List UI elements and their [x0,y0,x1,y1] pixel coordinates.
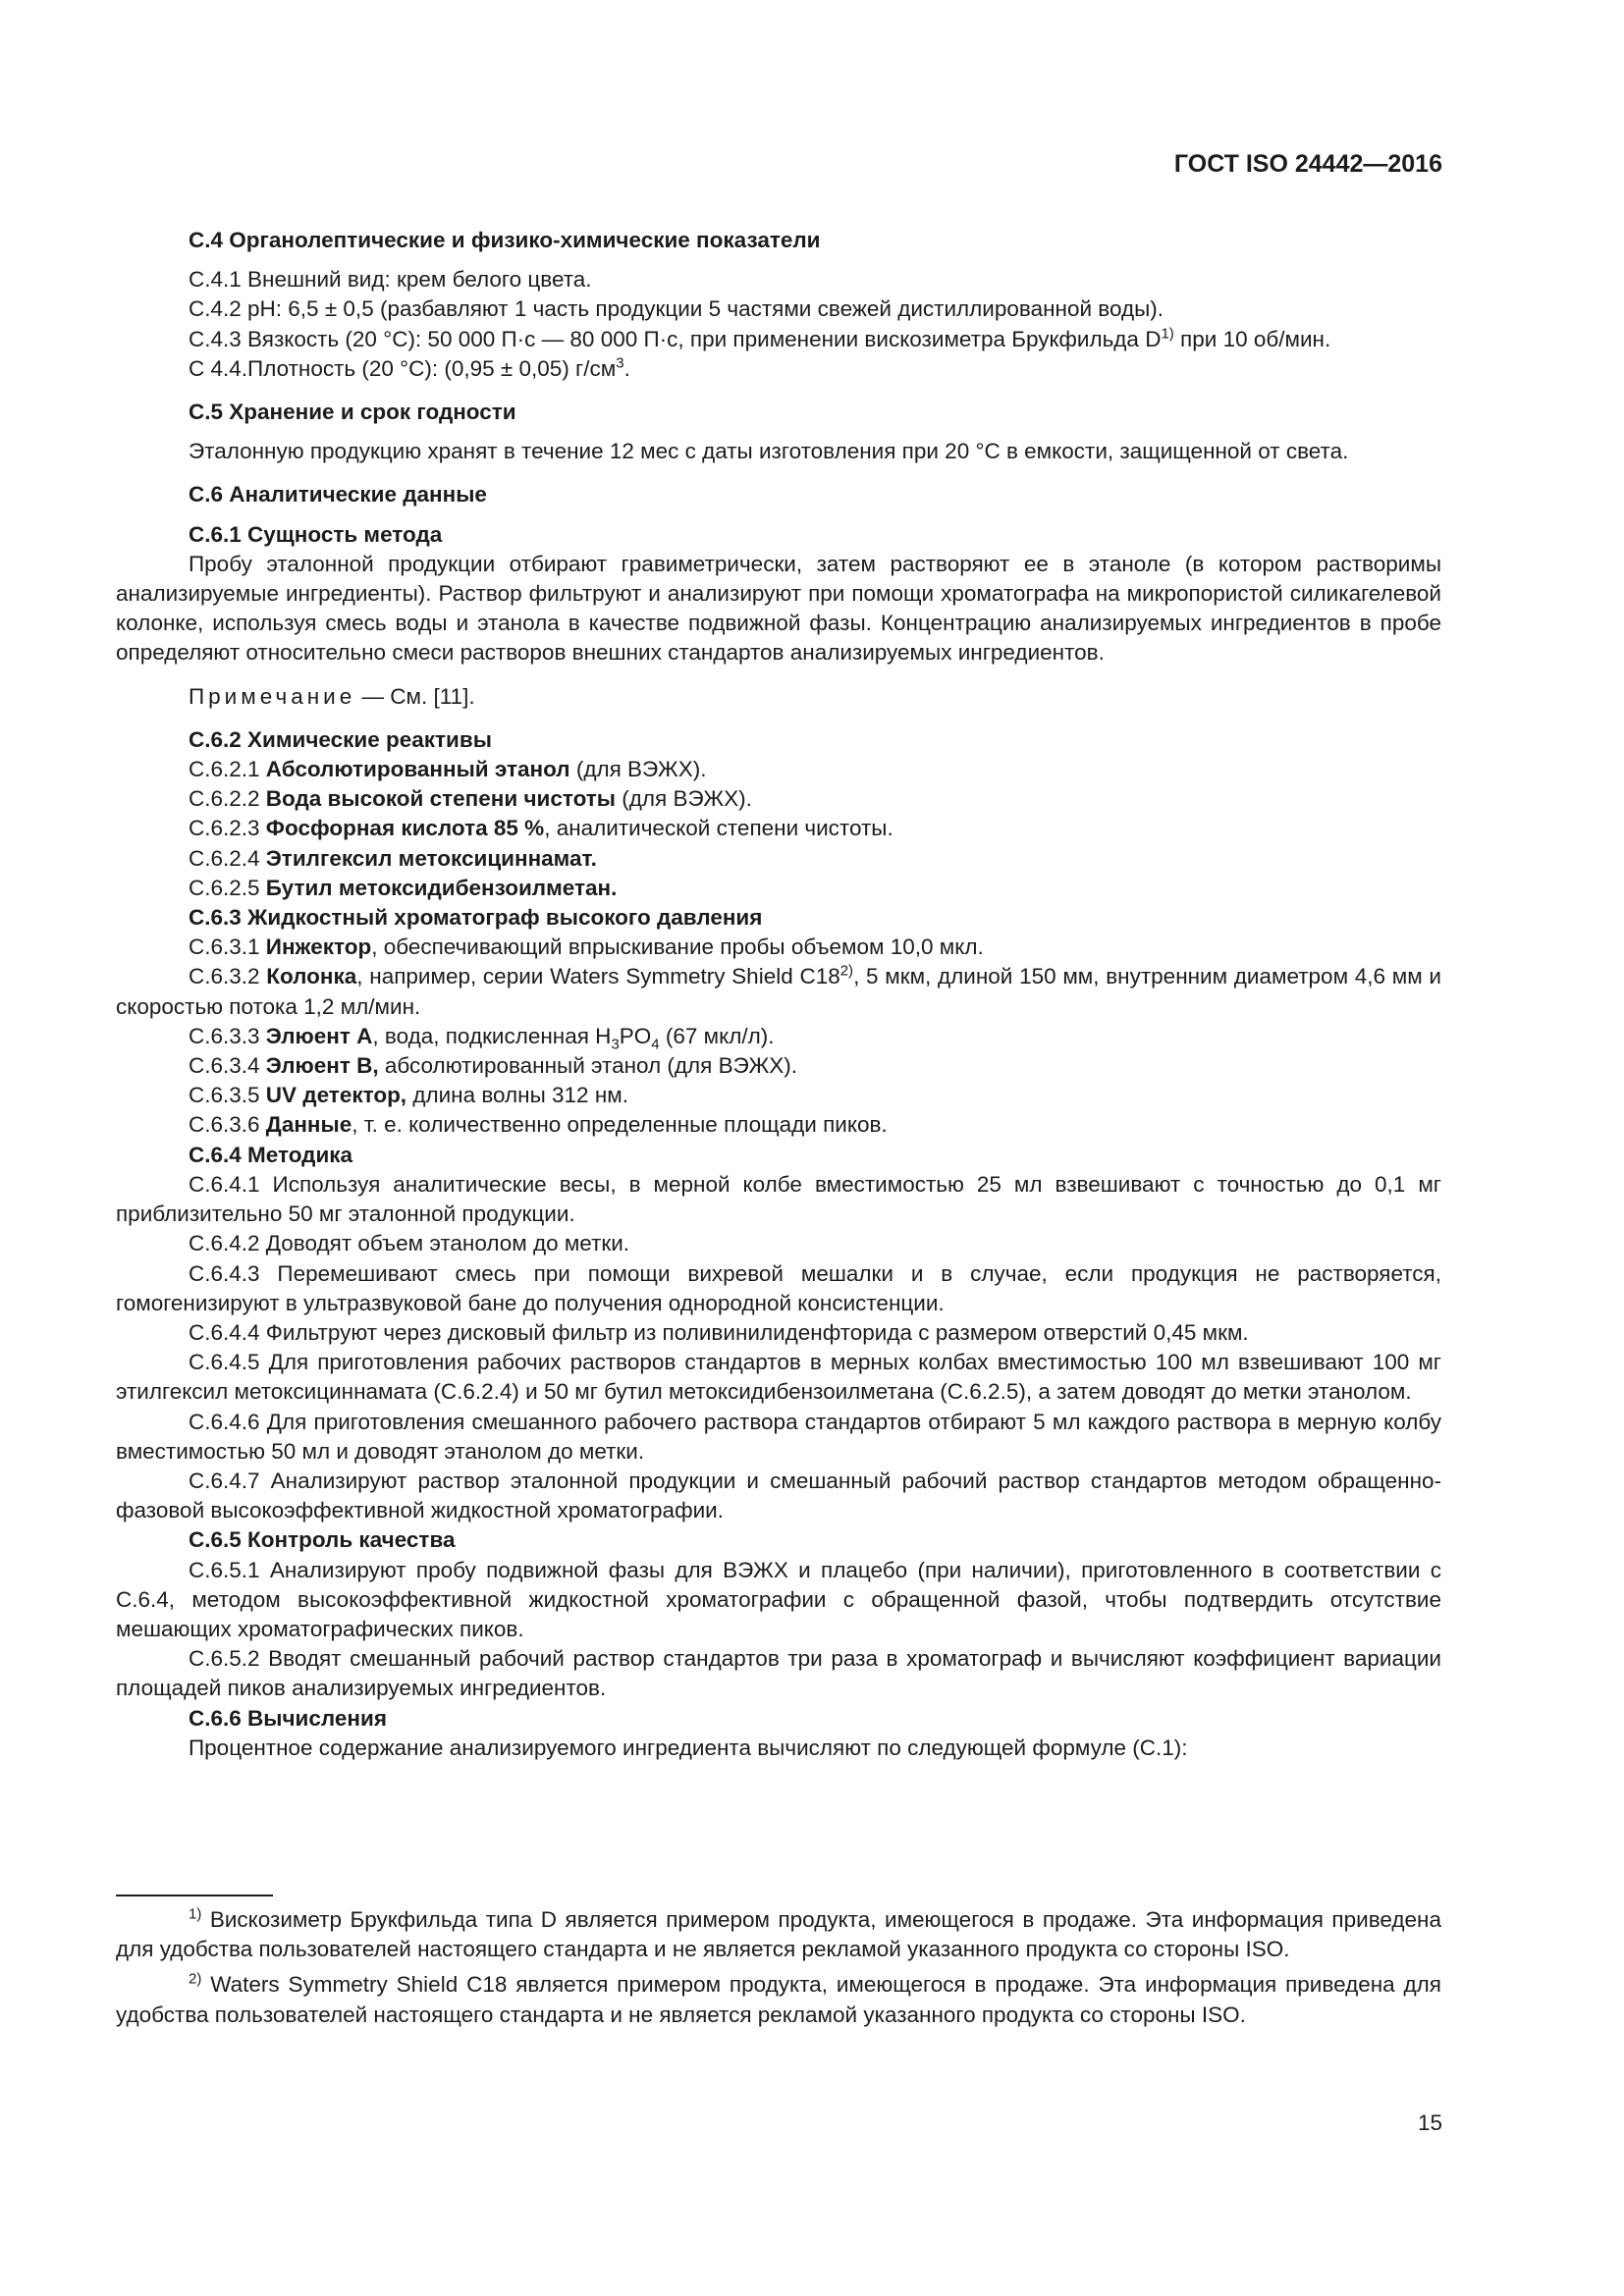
section-c5-title: С.5 Хранение и срок годности [189,400,516,425]
item-c6-3-5: С.6.3.5 UV детектор, длина волны 312 нм. [189,1083,628,1108]
page-number: 15 [1417,2110,1442,2135]
paragraph-c6-6: Процентное содержание анализируемого ингредиента вычисляют по следующей формуле (С.1): [189,1735,1188,1760]
note-label: Примечание [189,683,356,709]
paragraph-c4-3: С.4.3 Вязкость (20 °С): 50 000 П·с — 80 000 П·с, при применении вискозиметра Брукфильда $D^{1)}$ при 10 об/мин. [189,325,1331,351]
standard-header: ГОСТ ISO 24442—2016 [1173,150,1442,178]
note: Примечание — См. [11]. [189,683,475,709]
section-c6-5-title: С.6.5 Контроль качества [189,1527,456,1553]
footnote-ref-1: 1) [1161,325,1174,343]
item-c6-2-3: С.6.2.3 Фосфорная кислота 85 %, аналитической степени чистоты. [189,816,893,841]
footnote-1: $^{1)}$ Вискозиметр Брукфильда типа D является примером продукта, имеющегося в продаже. Эта информация приведена для удобства пользователей настоящего стандарта и не является рекламой указанного продукта со стороны ISO. [116,1905,1441,1962]
footnote-ref-2: 2) [839,962,854,980]
section-c4-title: С.4 Органолептические и физико-химические показатели [189,228,821,252]
item-c6-3-4: С.6.3.4 Элюент В, абсолютированный этанол (для ВЭЖХ). [189,1053,798,1079]
section-c6-1-title: С.6.1 Сущность метода [189,521,443,547]
footnote-2: $^{2)}$ Waters Symmetry Shield C18 является примером продукта, имеющегося в продаже. Эта информация приведена для удобства пользователей настоящего стандарта и не является рекламой указанного продукта со стороны ISO. [116,1970,1441,2027]
paragraph-c6-1: Пробу эталонной продукции отбирают гравиметрически, затем растворяют ее в этаноле (в котором растворимы анализируемые ингредиенты). Раствор фильтруют и анализируют при помощи хроматографа на микропористой силикагелевой колонке, используя смесь воды и этанола в качестве подвижной фазы. Концентрацию анализируемых ингредиентов в пробе определяют относительно смеси растворов внешних стандартов анализируемых ингредиентов. [116,551,1441,666]
item-c6-2-2: С.6.2.2 Вода высокой степени чистоты (для ВЭЖХ). [189,786,752,812]
paragraph-c6-4-6: С.6.4.6 Для приготовления смешанного рабочего раствора стандартов отбирают 5 мл каждого раствора в мерную колбу вместимостью 50 мл и доводят этанолом до метки. [116,1409,1441,1464]
item-c6-2-1: С.6.2.1 Абсолютированный этанол (для ВЭЖХ). [189,757,707,782]
item-c6-2-4: С.6.2.4 Этилгексил метоксициннамат. [189,845,597,871]
paragraph-c6-4-4: С.6.4.4 Фильтруют через дисковый фильтр из поливинилиденфторида с размером отверстий 0,45 мкм. [189,1319,1249,1345]
paragraph-c6-4-2: С.6.4.2 Доводят объем этанолом до метки. [189,1231,630,1256]
footnote-divider [116,1895,273,1896]
section-c6-title: С.6 Аналитические данные [189,482,487,507]
paragraph-c6-5-1: С.6.5.1 Анализируют пробу подвижной фазы для ВЭЖХ и плацебо (при наличии), приготовленного в соответствии с С.6.4, методом высокоэффективной жидкостной хроматографии с обращенной фазой, чтобы подтвердить отсутствие мешающих хроматографических пиков. [116,1557,1441,1641]
paragraph-c4-4: С 4.4.Плотность (20 °С): (0,95 ± 0,05) $г/см^3$. [189,354,630,381]
item-c6-2-5: С.6.2.5 Бутил метоксидибензоилметан. [189,875,618,900]
paragraph-c6-4-3: С.6.4.3 Перемешивают смесь при помощи вихревой мешалки и в случае, если продукция не растворяется, гомогенизируют в ультразвуковой бане до получения однородной консистенции. [116,1260,1441,1315]
paragraph-c5-1: Эталонную продукцию хранят в течение 12 мес с даты изготовления при 20 °С в емкости, защищенной от света. [189,439,1349,464]
item-c6-3-2: С.6.3.2 Колонка, например, серии Waters Symmetry Shield C18$^{2)}$, 5 мкм, длиной 150 мм, внутренним диаметром 4,6 мм и скоростью потока 1,2 мл/мин. [116,962,1441,1019]
paragraph-c6-4-7: С.6.4.7 Анализируют раствор эталонной продукции и смешанный рабочий раствор стандартов методом обращенно-фазовой высокоэффективной жидкостной хроматографии. [116,1468,1441,1523]
item-c6-3-1: С.6.3.1 Инжектор, обеспечивающий впрыскивание пробы объемом 10,0 мкл. [189,934,984,960]
section-c6-3-title: С.6.3 Жидкостный хроматограф высокого давления [189,905,763,931]
item-c6-3-6: С.6.3.6 Данные, т. е. количественно определенные площади пиков. [189,1112,888,1138]
section-c6-6-title: С.6.6 Вычисления [189,1705,387,1731]
main-content [116,226,1441,1763]
footnotes [116,1905,1441,2030]
section-c6-2-title: С.6.2 Химические реактивы [189,726,492,752]
item-c6-3-3: С.6.3.3 Элюент А, вода, подкисленная $H_3PO_4$ (67 мкл/л). [189,1023,775,1053]
paragraph-c6-4-1: С.6.4.1 Используя аналитические весы, в мерной колбе вместимостью 25 мл взвешивают с точностью до 0,1 мг приблизительно 50 мг эталонной продукции. [116,1171,1441,1227]
section-c6-4-title: С.6.4 Методика [189,1142,353,1167]
paragraph-c4-1: С.4.1 Внешний вид: крем белого цвета. [189,267,592,293]
paragraph-c6-4-5: С.6.4.5 Для приготовления рабочих растворов стандартов в мерных колбах вместимостью 100 мл взвешивают 100 мг этилгексил метоксициннамата (С.6.2.4) и 50 мг бутил метоксидибензоилметана (С.6.2.5), а затем доводят до метки этанолом. [116,1350,1441,1405]
paragraph-c6-5-2: С.6.5.2 Вводят смешанный рабочий раствор стандартов три раза в хроматограф и вычисляют коэффициент вариации площадей пиков анализируемых ингредиентов. [116,1646,1441,1701]
paragraph-c4-2: С.4.2 pH: 6,5 ± 0,5 (разбавляют 1 часть продукции 5 частями свежей дистиллированной воды). [189,296,1164,322]
